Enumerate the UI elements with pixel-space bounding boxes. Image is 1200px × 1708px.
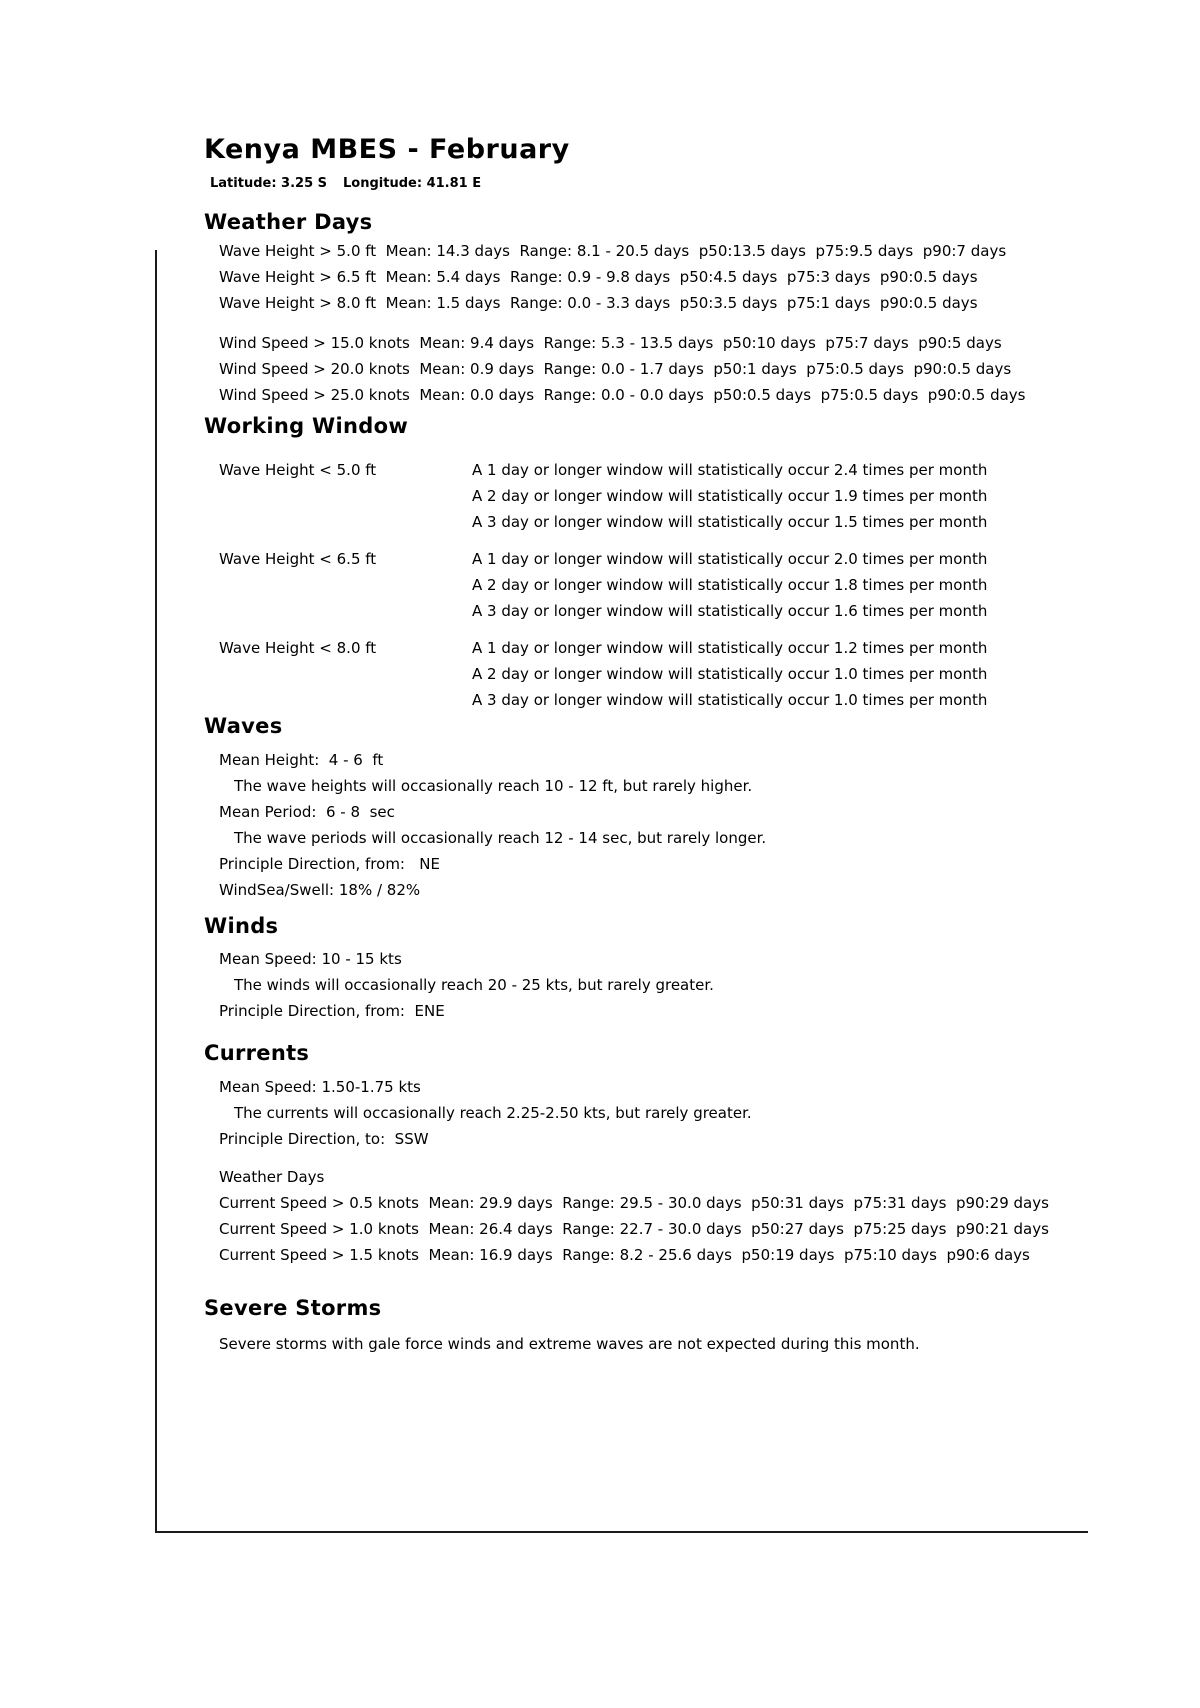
winds-section-body	[0, 946, 1200, 1024]
severe-storms-text: Severe storms with gale force winds and extreme waves are not expected during this month.	[219, 1335, 920, 1353]
wave-period-note: The wave periods will occasionally reach 12 - 14 sec, but rarely longer.	[234, 829, 767, 847]
working-window-label: Wave Height < 6.5 ft	[219, 550, 377, 568]
weather-day-row: Current Speed > 1.0 knots Mean: 26.4 days Range: 22.7 - 30.0 days p50:27 days p75:25 days p90:21 days	[219, 1220, 1049, 1238]
wind-speed-note: The winds will occasionally reach 20 - 25 kts, but rarely greater.	[234, 976, 714, 994]
current-speed-note: The currents will occasionally reach 2.25-2.50 kts, but rarely greater.	[234, 1104, 752, 1122]
working-window-line: A 2 day or longer window will statistically occur 1.9 times per month	[472, 487, 988, 505]
latitude-label: Latitude: 3.25 S	[210, 176, 328, 191]
location-subtitle	[210, 176, 1200, 192]
working-window-line: A 3 day or longer window will statistically occur 1.5 times per month	[472, 513, 988, 531]
weather-day-row: Wave Height > 8.0 ft Mean: 1.5 days Range: 0.0 - 3.3 days p50:3.5 days p75:1 days p90:0.5 days	[219, 294, 978, 312]
working-window-line: A 2 day or longer window will statistically occur 1.8 times per month	[472, 576, 988, 594]
working-window-line: A 3 day or longer window will statistically occur 1.6 times per month	[472, 602, 988, 620]
working-window-group	[219, 457, 1200, 535]
weather-day-row: Wave Height > 6.5 ft Mean: 5.4 days Range: 0.9 - 9.8 days p50:4.5 days p75:3 days p90:0.5 days	[219, 268, 978, 286]
working-window-line: A 3 day or longer window will statistically occur 1.0 times per month	[472, 691, 988, 709]
bottom-border-line	[155, 1531, 1088, 1533]
section-heading-currents: Currents	[204, 1041, 310, 1065]
working-window-groups	[0, 457, 1200, 713]
working-window-lines	[472, 457, 1200, 535]
section-heading-weather-days: Weather Days	[204, 210, 373, 234]
wind-speed-weather-day-rows	[0, 330, 1200, 408]
weather-day-row: Wind Speed > 20.0 knots Mean: 0.9 days Range: 0.0 - 1.7 days p50:1 days p75:0.5 days p90:0.5 days	[219, 360, 1012, 378]
mean-period-line: Mean Period: 6 - 8 sec	[219, 803, 395, 821]
page-title: Kenya MBES - February	[204, 134, 570, 165]
weather-day-row: Wind Speed > 15.0 knots Mean: 9.4 days Range: 5.3 - 13.5 days p50:10 days p75:7 days p90:5 days	[219, 334, 1002, 352]
working-window-line: A 1 day or longer window will statistically occur 2.0 times per month	[472, 550, 988, 568]
current-mean-speed-line: Mean Speed: 1.50-1.75 kts	[219, 1078, 421, 1096]
working-window-lines	[472, 635, 1200, 713]
section-heading-severe-storms: Severe Storms	[204, 1296, 382, 1320]
working-window-label: Wave Height < 8.0 ft	[219, 639, 377, 657]
mean-height-line: Mean Height: 4 - 6 ft	[219, 751, 384, 769]
working-window-line: A 2 day or longer window will statistically occur 1.0 times per month	[472, 665, 988, 683]
currents-weather-days-label: Weather Days	[219, 1168, 325, 1186]
weather-day-row: Current Speed > 0.5 knots Mean: 29.9 days Range: 29.5 - 30.0 days p50:31 days p75:31 days p90:29 days	[219, 1194, 1049, 1212]
weather-day-row: Wave Height > 5.0 ft Mean: 14.3 days Range: 8.1 - 20.5 days p50:13.5 days p75:9.5 days p90:7 days	[219, 242, 1007, 260]
wind-mean-speed-line: Mean Speed: 10 - 15 kts	[219, 950, 402, 968]
wind-principle-direction-line: Principle Direction, from: ENE	[219, 1002, 445, 1020]
section-heading-working-window: Working Window	[204, 414, 409, 438]
current-principle-direction-line: Principle Direction, to: SSW	[219, 1130, 429, 1148]
currents-section-body	[0, 1074, 1200, 1152]
section-heading-waves: Waves	[204, 714, 283, 738]
report-page	[0, 133, 1200, 1708]
waves-section-body	[0, 747, 1200, 903]
working-window-group	[219, 546, 1200, 624]
windsea-swell-line: WindSea/Swell: 18% / 82%	[219, 881, 421, 899]
weather-day-row: Wind Speed > 25.0 knots Mean: 0.0 days Range: 0.0 - 0.0 days p50:0.5 days p75:0.5 days p90:0.5 days	[219, 386, 1026, 404]
section-heading-winds: Winds	[204, 914, 279, 938]
working-window-line: A 1 day or longer window will statistically occur 1.2 times per month	[472, 639, 988, 657]
left-border-line	[155, 250, 157, 1533]
wave-height-note: The wave heights will occasionally reach 10 - 12 ft, but rarely higher.	[234, 777, 753, 795]
working-window-label: Wave Height < 5.0 ft	[219, 461, 377, 479]
working-window-lines	[472, 546, 1200, 624]
longitude-label: Longitude: 41.81 E	[343, 176, 482, 191]
wave-height-weather-day-rows	[0, 238, 1200, 316]
current-speed-weather-day-rows	[0, 1190, 1200, 1268]
working-window-line: A 1 day or longer window will statistically occur 2.4 times per month	[472, 461, 988, 479]
weather-day-row: Current Speed > 1.5 knots Mean: 16.9 days Range: 8.2 - 25.6 days p50:19 days p75:10 days p90:6 days	[219, 1246, 1030, 1264]
working-window-group	[219, 635, 1200, 713]
wave-principle-direction-line: Principle Direction, from: NE	[219, 855, 440, 873]
